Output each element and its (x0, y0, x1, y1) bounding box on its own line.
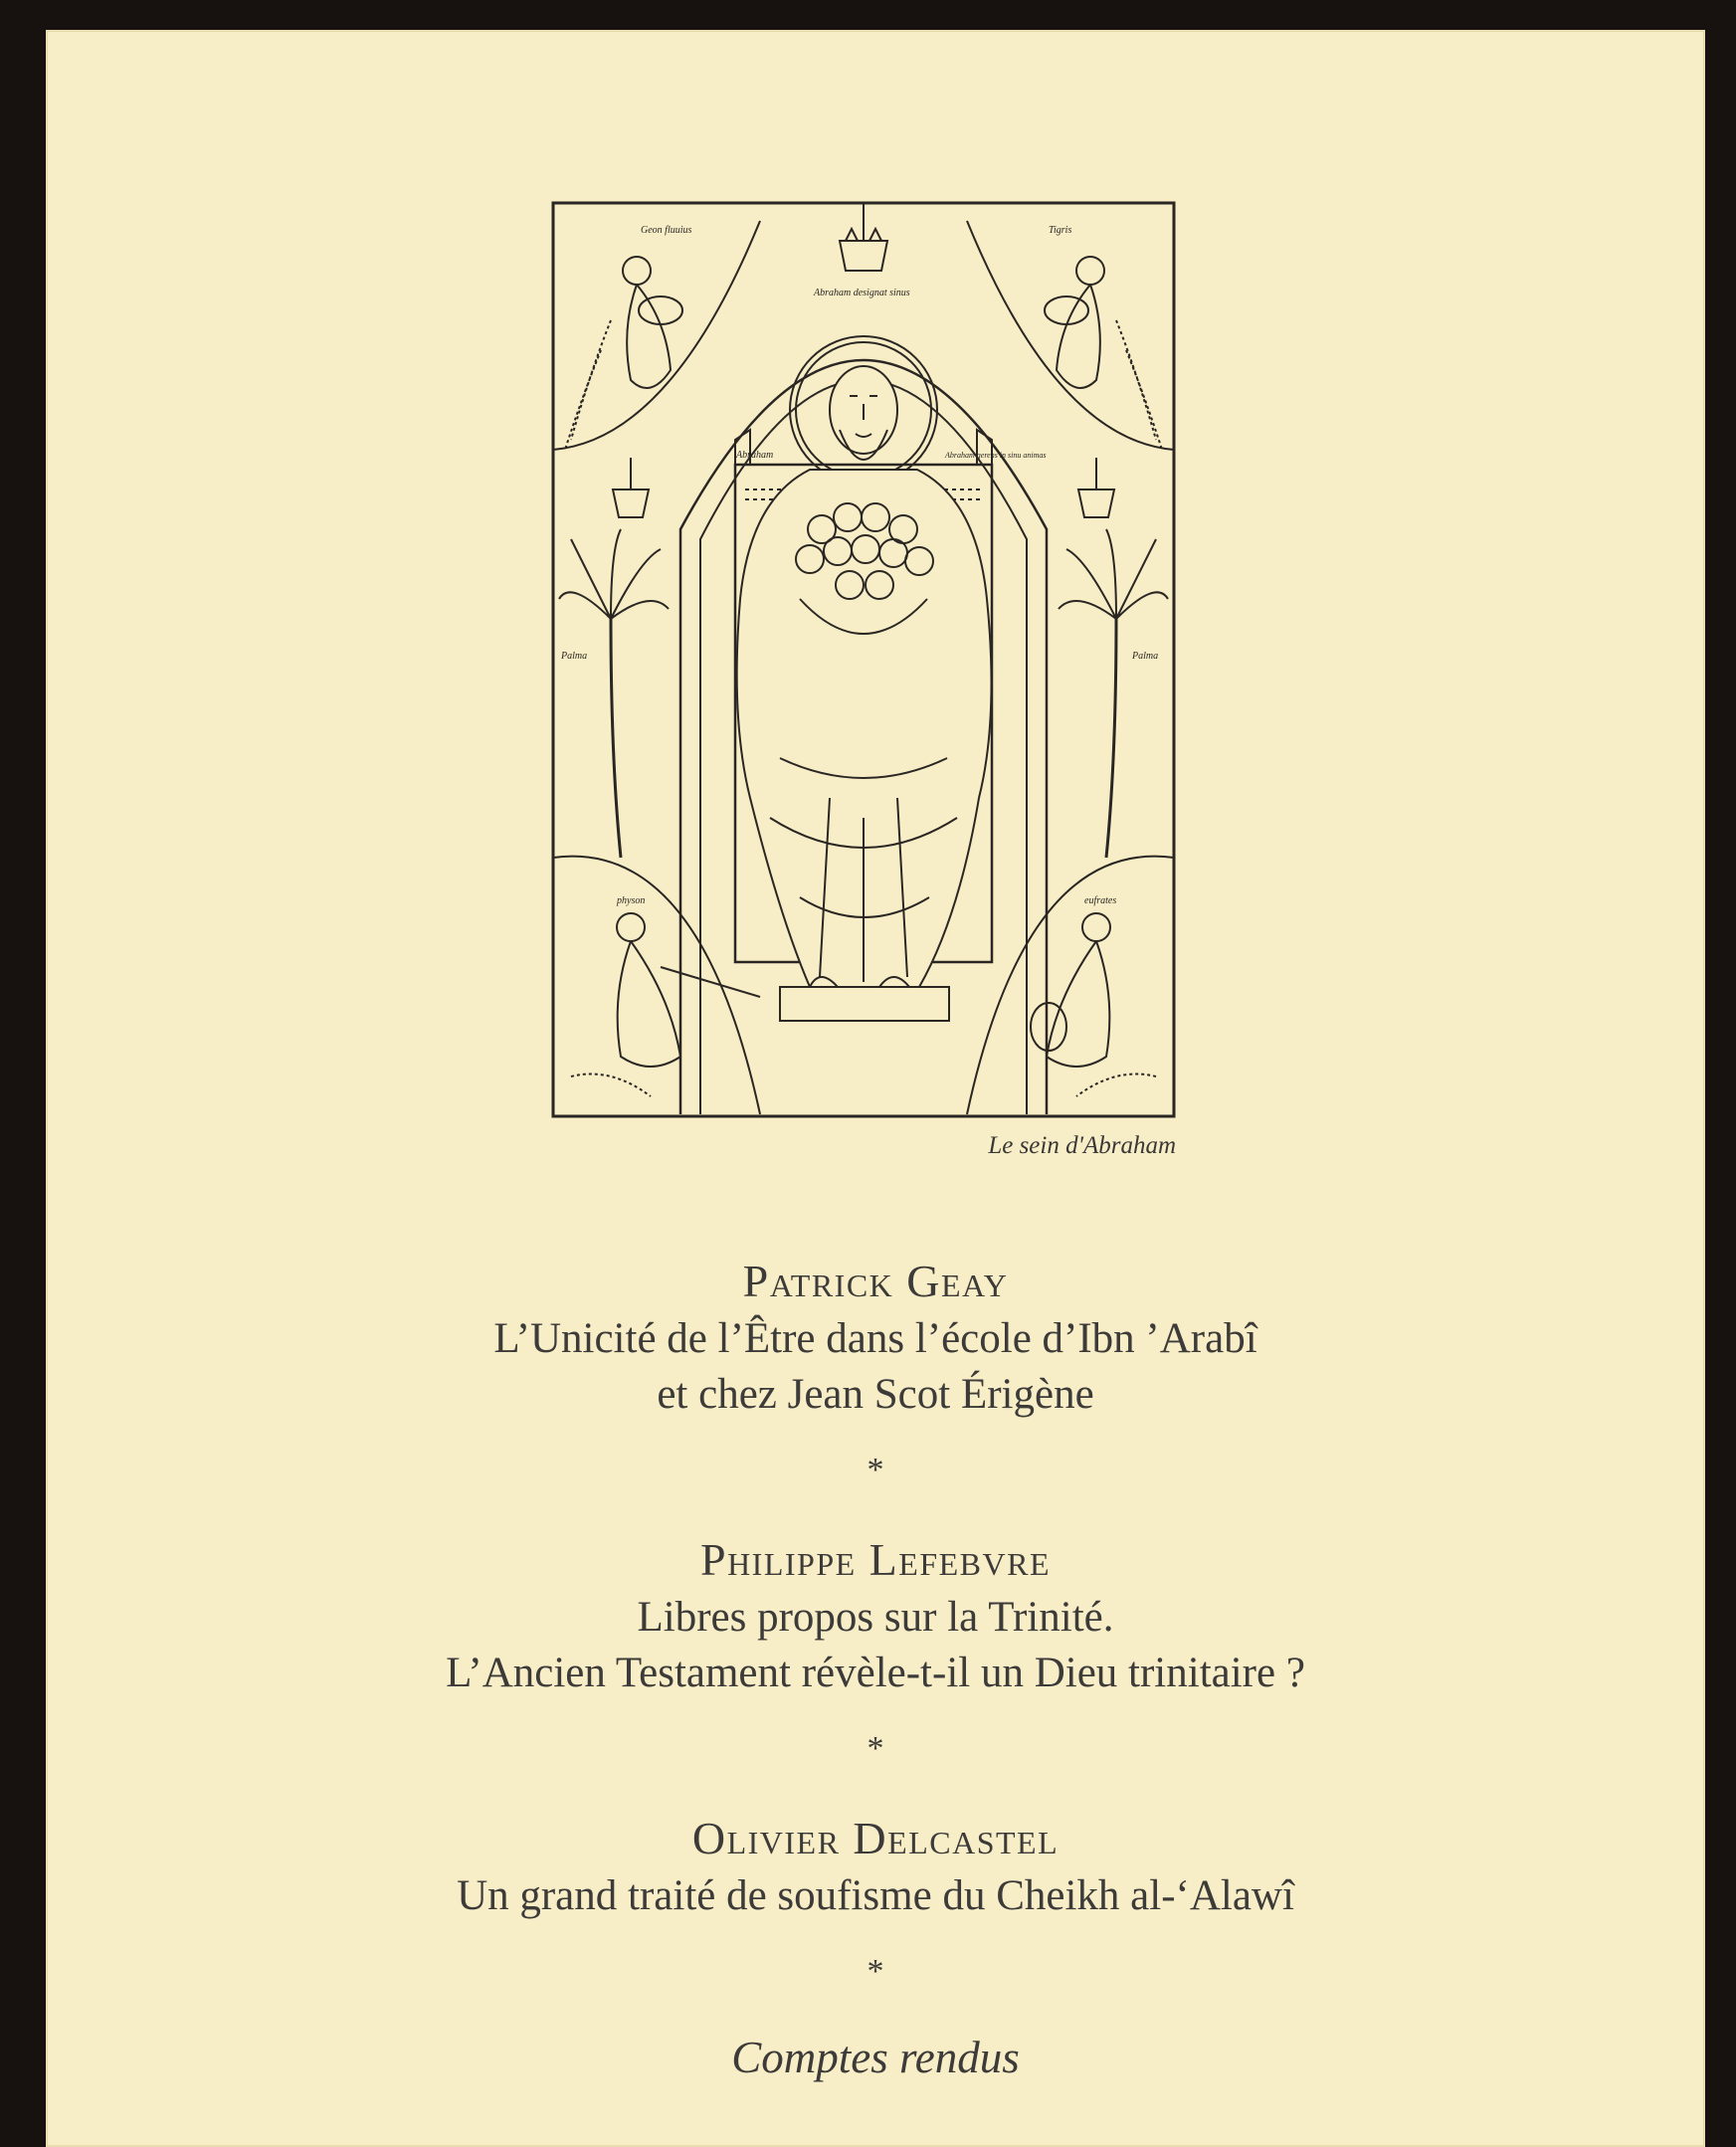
label-left: Abraham (736, 450, 774, 461)
label-top: Abraham designat sinus (814, 288, 910, 298)
back-cover (46, 30, 1705, 2147)
label-right-tree: Palma (1132, 651, 1159, 662)
label-top-right: Tigris (1049, 225, 1072, 236)
illustration-abraham (551, 201, 1176, 1118)
article-title-line: Libres propos sur la Trinité. (637, 1594, 1114, 1641)
label-bottom-left: physon (617, 895, 646, 906)
separator-asterisk: * (867, 1452, 884, 1488)
contents-list (46, 1252, 1705, 2083)
article-title-line: et chez Jean Scot Érigène (657, 1371, 1094, 1418)
article-author: Patrick Geay (742, 1256, 1009, 1306)
illustration-caption: Le sein d'Abraham (988, 1132, 1176, 1159)
article-title-line: Un grand traité de soufisme du Cheikh al-‘Alawî (457, 1872, 1294, 1919)
separator-asterisk: * (867, 1730, 884, 1767)
label-bottom-right: eufrates (1084, 895, 1117, 906)
article-1 (46, 1252, 1705, 1423)
article-author: Philippe Lefebvre (699, 1534, 1052, 1585)
reviews-label: Comptes rendus (731, 2033, 1020, 2082)
label-top-left: Geon fluuius (641, 225, 692, 236)
label-left-tree: Palma (561, 651, 588, 662)
article-2 (46, 1530, 1705, 1701)
article-3 (46, 1809, 1705, 1924)
article-title-line: L’Ancien Testament révèle-t-il un Dieu trinitaire ? (446, 1650, 1305, 1696)
label-right: Abraham gerens in sinu animas (945, 451, 1047, 460)
separator-asterisk: * (867, 1953, 884, 1990)
article-title-line: L’Unicité de l’Être dans l’école d’Ibn ’Arabî (493, 1315, 1257, 1362)
article-author: Olivier Delcastel (691, 1813, 1060, 1863)
